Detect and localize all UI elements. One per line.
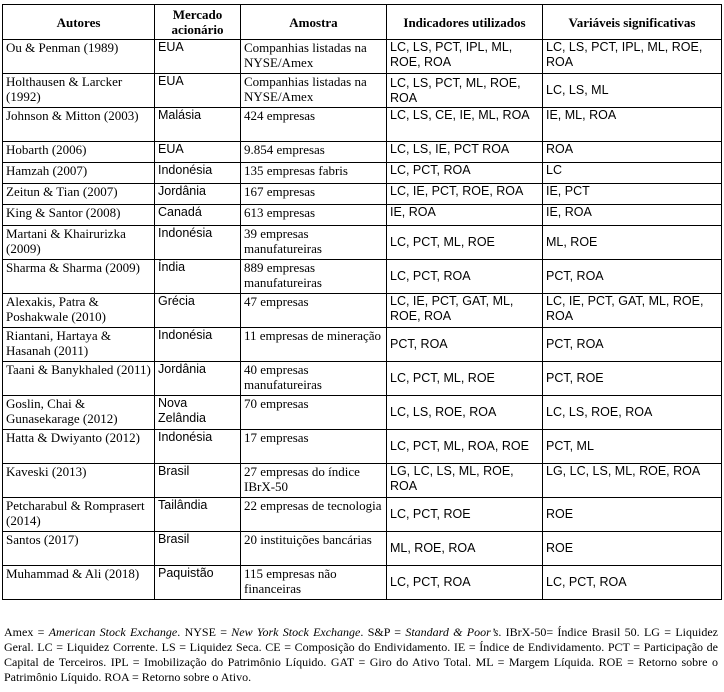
- table-row: [3, 260, 722, 294]
- cell-autores: Petcharabul & Romprasert (2014): [3, 498, 155, 532]
- cell-autores: Hatta & Dwiyanto (2012): [3, 430, 155, 464]
- cell-mercado: Grécia: [155, 294, 241, 328]
- cell-amostra: 40 empresas manufatureiras: [241, 362, 387, 396]
- cell-amostra: 20 instituições bancárias: [241, 532, 387, 566]
- cell-autores: Johnson & Mitton (2003): [3, 108, 155, 142]
- note-sp-full: Standard & Poor’s: [405, 625, 499, 639]
- note-amex-full: American Stock Exchange: [48, 625, 178, 639]
- cell-amostra: Companhias listadas na NYSE/Amex: [241, 74, 387, 108]
- cell-mercado: Brasil: [155, 464, 241, 498]
- cell-indicadores: LC, PCT, ML, ROE: [387, 362, 543, 396]
- cell-autores: King & Santor (2008): [3, 205, 155, 226]
- cell-mercado: Indonésia: [155, 328, 241, 362]
- note-sp-abbr: . S&P =: [360, 625, 406, 639]
- cell-autores: Martani & Khairurizka (2009): [3, 226, 155, 260]
- table-row: [3, 498, 722, 532]
- cell-variaveis: PCT, ML: [543, 430, 722, 464]
- cell-variaveis: LC, LS, ROE, ROA: [543, 396, 722, 430]
- cell-indicadores: LC, LS, PCT, ML, ROE, ROA: [387, 74, 543, 108]
- cell-indicadores: LC, PCT, ML, ROA, ROE: [387, 430, 543, 464]
- cell-indicadores: LC, PCT, ROE: [387, 498, 543, 532]
- cell-indicadores: LC, PCT, ROA: [387, 566, 543, 600]
- table-row: [3, 184, 722, 205]
- header-amostra: Amostra: [241, 5, 387, 40]
- cell-autores: Santos (2017): [3, 532, 155, 566]
- cell-autores: Kaveski (2013): [3, 464, 155, 498]
- cell-indicadores: LC, PCT, ROA: [387, 260, 543, 294]
- cell-indicadores: LC, LS, CE, IE, ML, ROA: [387, 108, 543, 142]
- cell-autores: Ou & Penman (1989): [3, 40, 155, 74]
- table-row: [3, 108, 722, 142]
- cell-variaveis: IE, PCT: [543, 184, 722, 205]
- cell-autores: Goslin, Chai & Gunasekarage (2012): [3, 396, 155, 430]
- table-row: [3, 226, 722, 260]
- cell-mercado: EUA: [155, 142, 241, 163]
- cell-autores: Hobarth (2006): [3, 142, 155, 163]
- cell-indicadores: ML, ROE, ROA: [387, 532, 543, 566]
- cell-mercado: Brasil: [155, 532, 241, 566]
- cell-variaveis: ML, ROE: [543, 226, 722, 260]
- header-autores: Autores: [3, 5, 155, 40]
- cell-autores: Alexakis, Patra & Poshakwale (2010): [3, 294, 155, 328]
- cell-mercado: Indonésia: [155, 430, 241, 464]
- cell-variaveis: LC, LS, PCT, IPL, ML, ROE, ROA: [543, 40, 722, 74]
- table-row: [3, 294, 722, 328]
- cell-autores: Riantani, Hartaya & Hasanah (2011): [3, 328, 155, 362]
- cell-amostra: 17 empresas: [241, 430, 387, 464]
- cell-autores: Muhammad & Ali (2018): [3, 566, 155, 600]
- table-row: [3, 396, 722, 430]
- table-row: [3, 163, 722, 184]
- cell-variaveis: ROE: [543, 498, 722, 532]
- note-rest: . IBrX-50= Índice Brasil 50. LG = Liquidez Geral. LC = Liquidez Corrente. LS = Liquidez Seca. CE = Composição do Endividamento. IE = Índice de Endividamento. PCT = Participação de Capital de Terceiros. IPL = Imobilização do Patrimônio Líquido. GAT = Giro do Ativo Total. ML = Margem Líquida. ROE = Retorno sobre o Patrimônio Líquido. ROA = Retorno sobre o Ativo.: [4, 625, 718, 684]
- note-nyse-abbr: . NYSE =: [177, 625, 232, 639]
- cell-amostra: 613 empresas: [241, 205, 387, 226]
- cell-amostra: 424 empresas: [241, 108, 387, 142]
- table-row: [3, 328, 722, 362]
- cell-variaveis: IE, ML, ROA: [543, 108, 722, 142]
- cell-indicadores: LC, PCT, ROA: [387, 163, 543, 184]
- table-row: [3, 205, 722, 226]
- cell-variaveis: LC, PCT, ROA: [543, 566, 722, 600]
- cell-amostra: 135 empresas fabris: [241, 163, 387, 184]
- cell-indicadores: LC, PCT, ML, ROE: [387, 226, 543, 260]
- cell-variaveis: ROA: [543, 142, 722, 163]
- cell-indicadores: PCT, ROA: [387, 328, 543, 362]
- cell-autores: Zeitun & Tian (2007): [3, 184, 155, 205]
- table-row: [3, 40, 722, 74]
- cell-amostra: 115 empresas não financeiras: [241, 566, 387, 600]
- table-row: [3, 74, 722, 108]
- table-row: [3, 430, 722, 464]
- cell-mercado: Malásia: [155, 108, 241, 142]
- header-variaveis: Variáveis significativas: [543, 5, 722, 40]
- cell-mercado: EUA: [155, 40, 241, 74]
- table-body: [3, 40, 722, 600]
- cell-amostra: 47 empresas: [241, 294, 387, 328]
- cell-variaveis: LC, IE, PCT, GAT, ML, ROE, ROA: [543, 294, 722, 328]
- cell-mercado: Jordânia: [155, 362, 241, 396]
- cell-indicadores: IE, ROA: [387, 205, 543, 226]
- cell-indicadores: LC, LS, PCT, IPL, ML, ROE, ROA: [387, 40, 543, 74]
- studies-table: [2, 4, 722, 600]
- header-mercado: Mercado acionário: [155, 5, 241, 40]
- cell-amostra: 70 empresas: [241, 396, 387, 430]
- cell-amostra: 889 empresas manufatureiras: [241, 260, 387, 294]
- cell-autores: Sharma & Sharma (2009): [3, 260, 155, 294]
- cell-indicadores: LC, LS, ROE, ROA: [387, 396, 543, 430]
- table-row: [3, 532, 722, 566]
- cell-mercado: Indonésia: [155, 226, 241, 260]
- cell-autores: Taani & Banykhaled (2011): [3, 362, 155, 396]
- cell-variaveis: IE, ROA: [543, 205, 722, 226]
- cell-indicadores: LG, LC, LS, ML, ROE, ROA: [387, 464, 543, 498]
- cell-amostra: 27 empresas do índice IBrX-50: [241, 464, 387, 498]
- note-amex-abbr: Amex =: [4, 625, 49, 639]
- cell-mercado: Paquistão: [155, 566, 241, 600]
- cell-mercado: Índia: [155, 260, 241, 294]
- cell-indicadores: LC, IE, PCT, GAT, ML, ROE, ROA: [387, 294, 543, 328]
- cell-indicadores: LC, LS, IE, PCT ROA: [387, 142, 543, 163]
- table-row: [3, 362, 722, 396]
- cell-indicadores: LC, IE, PCT, ROE, ROA: [387, 184, 543, 205]
- cell-mercado: Tailândia: [155, 498, 241, 532]
- cell-amostra: 39 empresas manufatureiras: [241, 226, 387, 260]
- cell-autores: Holthausen & Larcker (1992): [3, 74, 155, 108]
- header-row: [3, 5, 722, 40]
- cell-variaveis: LC: [543, 163, 722, 184]
- note-nyse-full: New York Stock Exchange: [231, 625, 361, 639]
- cell-mercado: EUA: [155, 74, 241, 108]
- header-indicadores: Indicadores utilizados: [387, 5, 543, 40]
- cell-amostra: 11 empresas de mineração: [241, 328, 387, 362]
- cell-mercado: Jordânia: [155, 184, 241, 205]
- table-notes: [4, 625, 718, 685]
- cell-variaveis: ROE: [543, 532, 722, 566]
- cell-mercado: Canadá: [155, 205, 241, 226]
- table-row: [3, 566, 722, 600]
- cell-amostra: 167 empresas: [241, 184, 387, 205]
- cell-variaveis: LG, LC, LS, ML, ROE, ROA: [543, 464, 722, 498]
- table-row: [3, 142, 722, 163]
- cell-variaveis: PCT, ROA: [543, 328, 722, 362]
- cell-mercado: Indonésia: [155, 163, 241, 184]
- cell-amostra: Companhias listadas na NYSE/Amex: [241, 40, 387, 74]
- cell-autores: Hamzah (2007): [3, 163, 155, 184]
- cell-variaveis: PCT, ROA: [543, 260, 722, 294]
- cell-variaveis: PCT, ROE: [543, 362, 722, 396]
- cell-amostra: 22 empresas de tecnologia: [241, 498, 387, 532]
- cell-variaveis: LC, LS, ML: [543, 74, 722, 108]
- table-row: [3, 464, 722, 498]
- cell-amostra: 9.854 empresas: [241, 142, 387, 163]
- cell-mercado: Nova Zelândia: [155, 396, 241, 430]
